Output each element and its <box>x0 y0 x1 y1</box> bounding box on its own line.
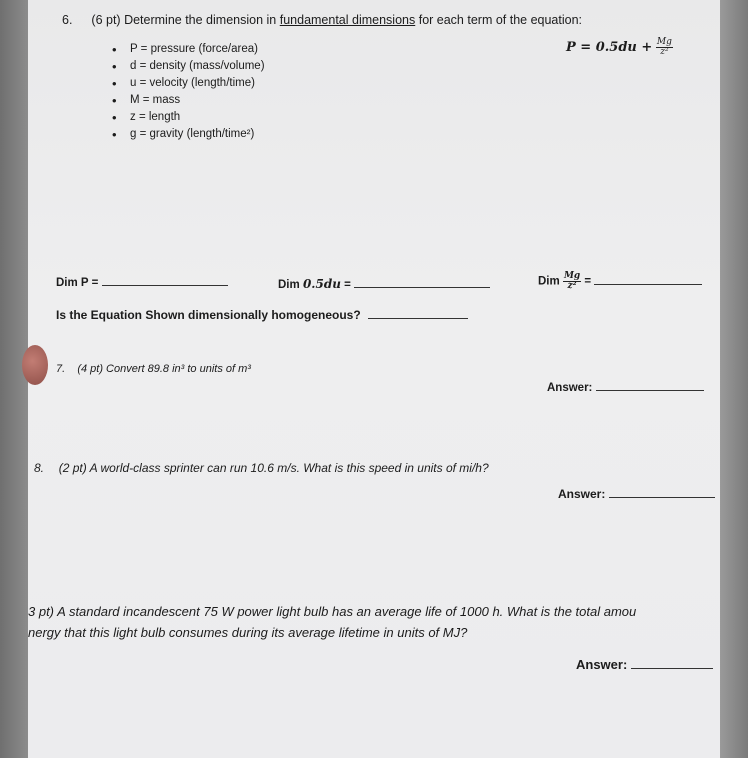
list-item: • d = density (mass/volume) <box>112 58 265 75</box>
photo-background-left <box>0 0 28 758</box>
dim-05du-prefix: Dim <box>278 279 300 291</box>
q7-answer-label: Answer: <box>547 382 593 394</box>
dim-mg-prefix: Dim <box>538 275 560 288</box>
finger-in-photo <box>22 345 48 385</box>
dim-mg-numerator: Mg <box>563 271 581 281</box>
dim-mg-fraction <box>563 272 581 291</box>
q9-answer-label: Answer: <box>576 657 628 672</box>
q7-question <box>56 363 251 375</box>
q9-line1: 3 pt) A standard incandescent 75 W power light bulb has an average life of 1000 h. What is the total amou <box>28 604 637 619</box>
dim-05du-row <box>278 277 490 291</box>
q6-number: 6. <box>62 13 73 27</box>
q6-intro: Determine the dimension in <box>124 13 277 27</box>
dim-mg-denominator: z² <box>567 281 577 291</box>
q9-answer-blank[interactable] <box>631 668 713 669</box>
list-item: • M = mass <box>112 92 265 109</box>
list-item: • z = length <box>112 109 265 126</box>
dim-mg-equals: = <box>584 275 592 288</box>
q6-fraction-numerator: Mg <box>656 37 672 47</box>
q6-equation-fraction <box>656 38 673 57</box>
homogeneous-row <box>56 308 468 322</box>
q9-answer-row <box>576 657 713 672</box>
q6-equation <box>566 38 673 57</box>
q6-equation-lhs: P = 0.5du + <box>566 39 653 55</box>
q6-fundamental-dimensions: fundamental dimensions <box>279 13 416 27</box>
q7-answer-row <box>547 382 704 394</box>
dim-mg-row <box>538 272 702 291</box>
q8-question <box>34 461 489 475</box>
list-item: • g = gravity (length/time²) <box>112 126 265 143</box>
dim-p-label: Dim P = <box>56 277 99 289</box>
q8-number: 8. <box>34 461 45 475</box>
q6-outro: for each term of the equation: <box>418 13 583 27</box>
q6-fraction-denominator: z² <box>660 47 669 57</box>
dim-05du-equals: = <box>344 279 351 291</box>
q8-text: (2 pt) A world-class sprinter can run 10.6 m/s. What is this speed in units of mi/h? <box>58 461 489 475</box>
q7-number: 7. <box>56 363 66 375</box>
list-item: • u = velocity (length/time) <box>112 75 265 92</box>
dim-05du-term: 0.5du <box>302 277 341 291</box>
list-item: • P = pressure (force/area) <box>112 41 265 58</box>
q6-points: (6 pt) <box>91 13 121 27</box>
q7-text: (4 pt) Convert 89.8 in³ to units of m³ <box>77 363 251 375</box>
q9-line2: nergy that this light bulb consumes during its average lifetime in units of MJ? <box>28 625 468 640</box>
homogeneous-blank[interactable] <box>368 318 468 319</box>
dim-05du-blank[interactable] <box>354 287 490 288</box>
dim-p-row <box>56 277 228 289</box>
q6-variable-list <box>112 41 265 143</box>
q6-heading <box>62 13 582 27</box>
homogeneous-question: Is the Equation Shown dimensionally homogeneous? <box>56 308 361 322</box>
q7-answer-blank[interactable] <box>596 390 704 391</box>
q8-answer-row <box>558 487 715 501</box>
q8-answer-blank[interactable] <box>609 497 715 498</box>
q8-answer-label: Answer: <box>558 487 606 501</box>
dim-mg-blank[interactable] <box>594 284 702 285</box>
dim-p-blank[interactable] <box>102 285 228 286</box>
photo-background-right <box>720 0 748 758</box>
